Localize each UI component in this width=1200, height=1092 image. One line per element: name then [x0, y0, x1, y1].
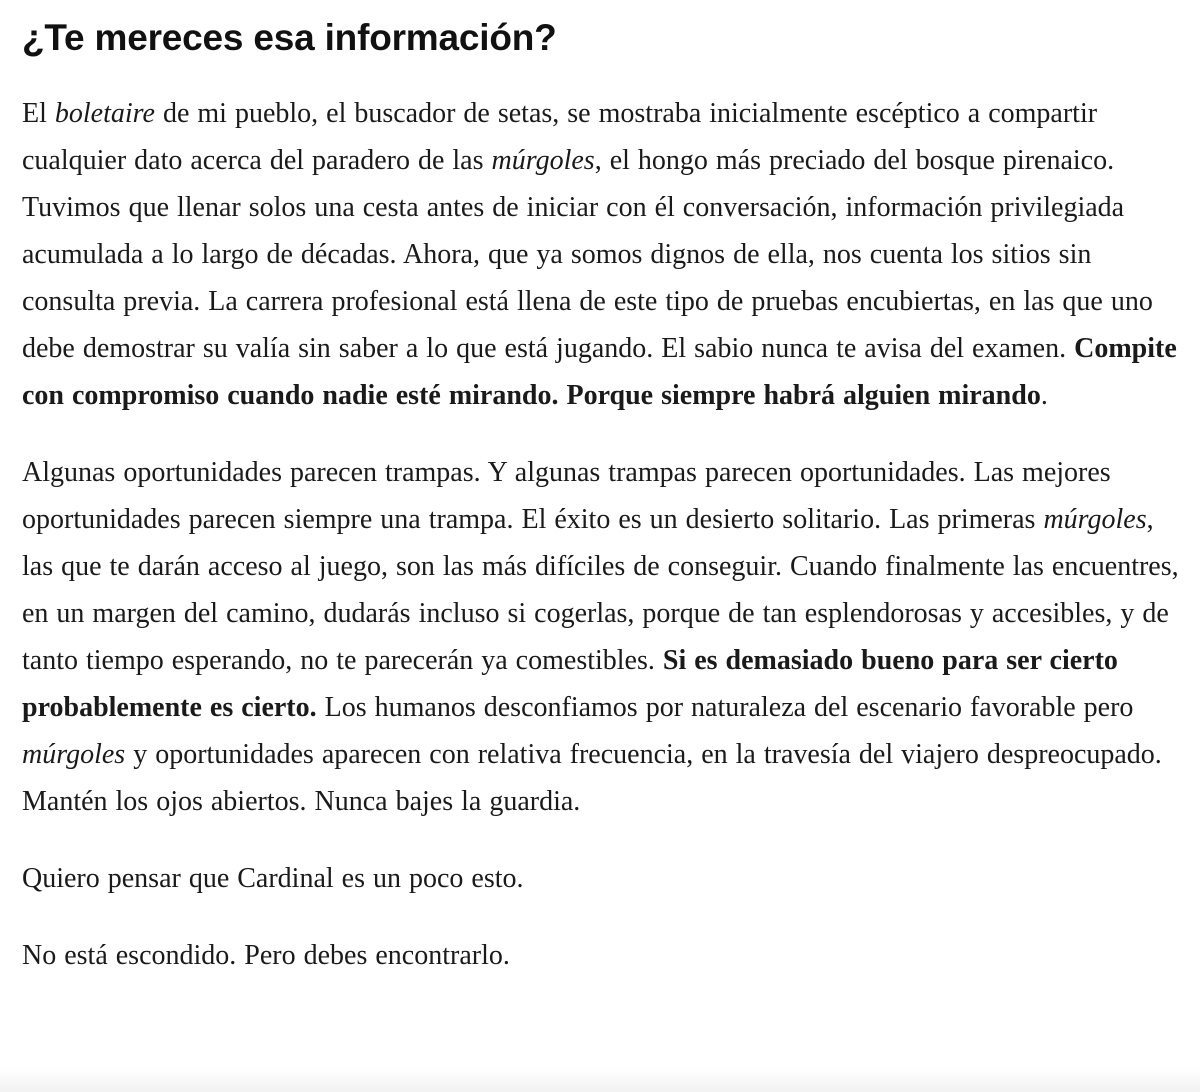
paragraph-cardinal: Quiero pensar que Cardinal es un poco esto.: [22, 863, 524, 894]
text-run: Algunas oportunidades parecen trampas. Y algunas trampas parecen oportunidades. Las mejores oportunidades parecen siempre una trampa. El éxito es un desierto solitario. Las primeras: [22, 457, 1111, 535]
italic-term: múrgoles: [22, 739, 126, 770]
section-heading: ¿Te mereces esa información?: [22, 17, 557, 58]
paragraph-oportunidades: [22, 449, 1182, 825]
text-run: , el hongo más preciado del bosque pirenaico. Tuvimos que llenar solos una cesta antes de iniciar con él conversación, información privilegiada acumulada a lo largo de décadas. Ahora, que ya somos dignos de ella, nos cuenta los sitios sin consulta previa. La carrera profesional está llena de este tipo de pruebas encubiertas, en las que uno debe demostrar su valía sin saber a lo que está jugando. El sabio nunca te avisa del examen.: [22, 145, 1153, 364]
text-run: de mi pueblo, el buscador de setas, se mostraba inicialmente escéptico a compartir cualquier dato acerca del paradero de las: [22, 98, 1098, 176]
text-run: , las que te darán acceso al juego, son las más difíciles de conseguir. Cuando finalmente las encuentres, en un margen del camino, dudarás incluso si cogerlas, porque de tan esplendorosas y accesibles, y de tanto tiempo esperando, no te parecerán ya comestibles.: [22, 504, 1179, 676]
text-run: Los humanos desconfiamos por naturaleza del escenario favorable pero: [316, 692, 1134, 723]
text-run: .: [1040, 380, 1048, 411]
bottom-fade: [0, 1068, 1200, 1092]
text-run: y oportunidades aparecen con relativa frecuencia, en la travesía del viajero despreocupado. Mantén los ojos abiertos. Nunca bajes la guardia.: [22, 739, 1162, 817]
bold-emphasis: Si es demasiado bueno para ser cierto probablemente es cierto.: [22, 645, 1118, 723]
italic-term: múrgoles: [1043, 504, 1147, 535]
article-body: [22, 16, 1182, 979]
italic-term: boletaire: [54, 98, 155, 129]
paragraph-closing: No está escondido. Pero debes encontrarlo.: [22, 940, 510, 971]
text-run: El: [22, 98, 55, 129]
italic-term: múrgoles: [491, 145, 595, 176]
paragraph-boletaire: [22, 90, 1182, 419]
bold-emphasis: Compite con compromiso cuando nadie esté mirando. Porque siempre habrá alguien mirando: [22, 333, 1177, 411]
